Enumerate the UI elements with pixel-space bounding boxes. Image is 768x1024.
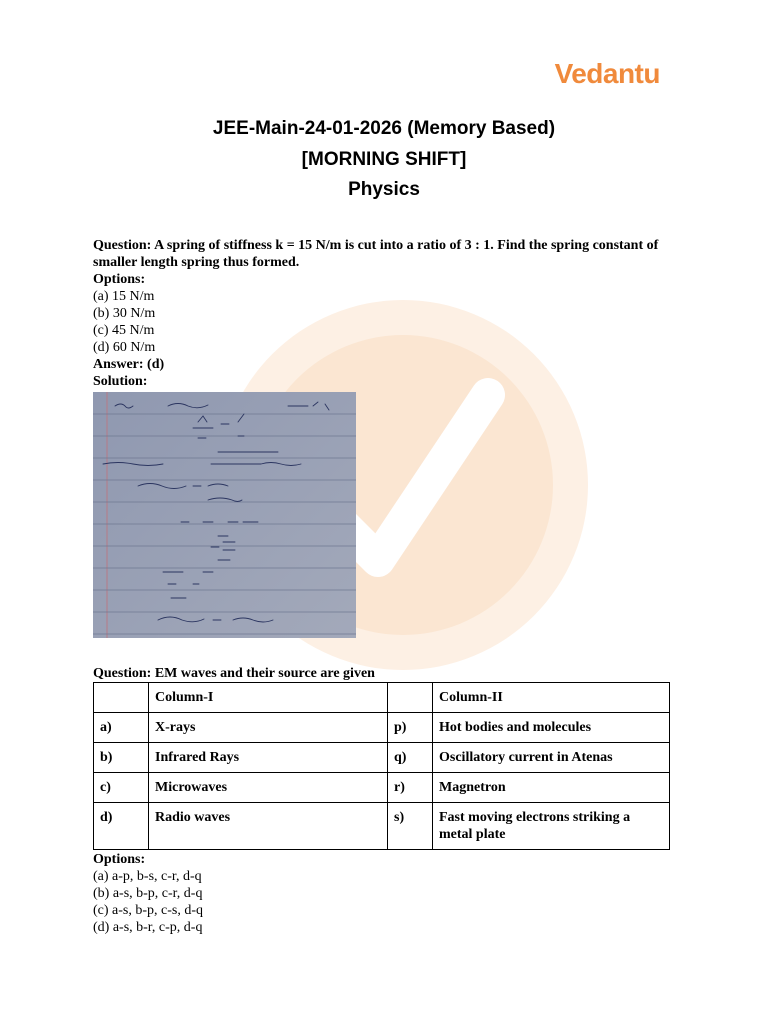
- table-cell: c): [94, 773, 149, 803]
- handwritten-solution-image: [93, 392, 356, 638]
- solution-label: Solution:: [93, 374, 148, 389]
- question-1-label: Question:: [93, 238, 152, 253]
- table-row: [94, 803, 670, 850]
- table-cell: a): [94, 713, 149, 743]
- options-label: Options:: [93, 272, 146, 287]
- table-cell: Radio waves: [149, 803, 388, 850]
- table-cell: Magnetron: [433, 773, 670, 803]
- page-header: [0, 114, 768, 206]
- table-cell: Fast moving electrons striking a metal plate: [433, 803, 670, 850]
- table-header-cell: Column-II: [433, 683, 670, 713]
- option-c: (c) 45 N/m: [93, 323, 155, 338]
- table-cell: d): [94, 803, 149, 850]
- question-1: [93, 237, 673, 271]
- table-row: [94, 713, 670, 743]
- table-header-cell: Column-I: [149, 683, 388, 713]
- question-2-label: Question:: [93, 666, 152, 681]
- answer: Answer: (d): [93, 357, 165, 372]
- exam-title: JEE-Main-24-01-2026 (Memory Based): [212, 118, 556, 139]
- option-a: (a) 15 N/m: [93, 289, 155, 304]
- table-cell: Oscillatory current in Atenas: [433, 743, 670, 773]
- option-d: (d) 60 N/m: [93, 340, 156, 355]
- question-2-text: EM waves and their source are given: [151, 666, 375, 681]
- table-cell: s): [388, 803, 433, 850]
- table-cell: b): [94, 743, 149, 773]
- option-d-2: (d) a-s, b-r, c-p, d-q: [93, 920, 203, 935]
- table-cell: X-rays: [149, 713, 388, 743]
- subject-title: Physics: [348, 179, 420, 200]
- table-cell: Infrared Rays: [149, 743, 388, 773]
- table-cell: q): [388, 743, 433, 773]
- question-1-text: A spring of stiffness k = 15 N/m is cut into a ratio of 3 : 1. Find the spring constant of smaller length spring thus formed.: [93, 238, 659, 270]
- shift-title: [MORNING SHIFT]: [301, 148, 467, 170]
- brand-logo: Vedantu: [554, 58, 660, 89]
- option-b-2: (b) a-s, b-p, c-r, d-q: [93, 886, 203, 901]
- option-c-2: (c) a-s, b-p, c-s, d-q: [93, 903, 204, 918]
- table-cell: r): [388, 773, 433, 803]
- table-cell: Hot bodies and molecules: [433, 713, 670, 743]
- em-waves-table: [93, 682, 670, 850]
- options-label-2: Options:: [93, 852, 146, 867]
- table-header-row: [94, 683, 670, 713]
- content: [93, 237, 673, 936]
- option-b: (b) 30 N/m: [93, 306, 156, 321]
- question-2: [93, 665, 673, 682]
- table-header-cell: [388, 683, 433, 713]
- table-header-cell: [94, 683, 149, 713]
- table-cell: p): [388, 713, 433, 743]
- table-row: [94, 743, 670, 773]
- table-row: [94, 773, 670, 803]
- option-a-2: (a) a-p, b-s, c-r, d-q: [93, 869, 202, 884]
- table-cell: Microwaves: [149, 773, 388, 803]
